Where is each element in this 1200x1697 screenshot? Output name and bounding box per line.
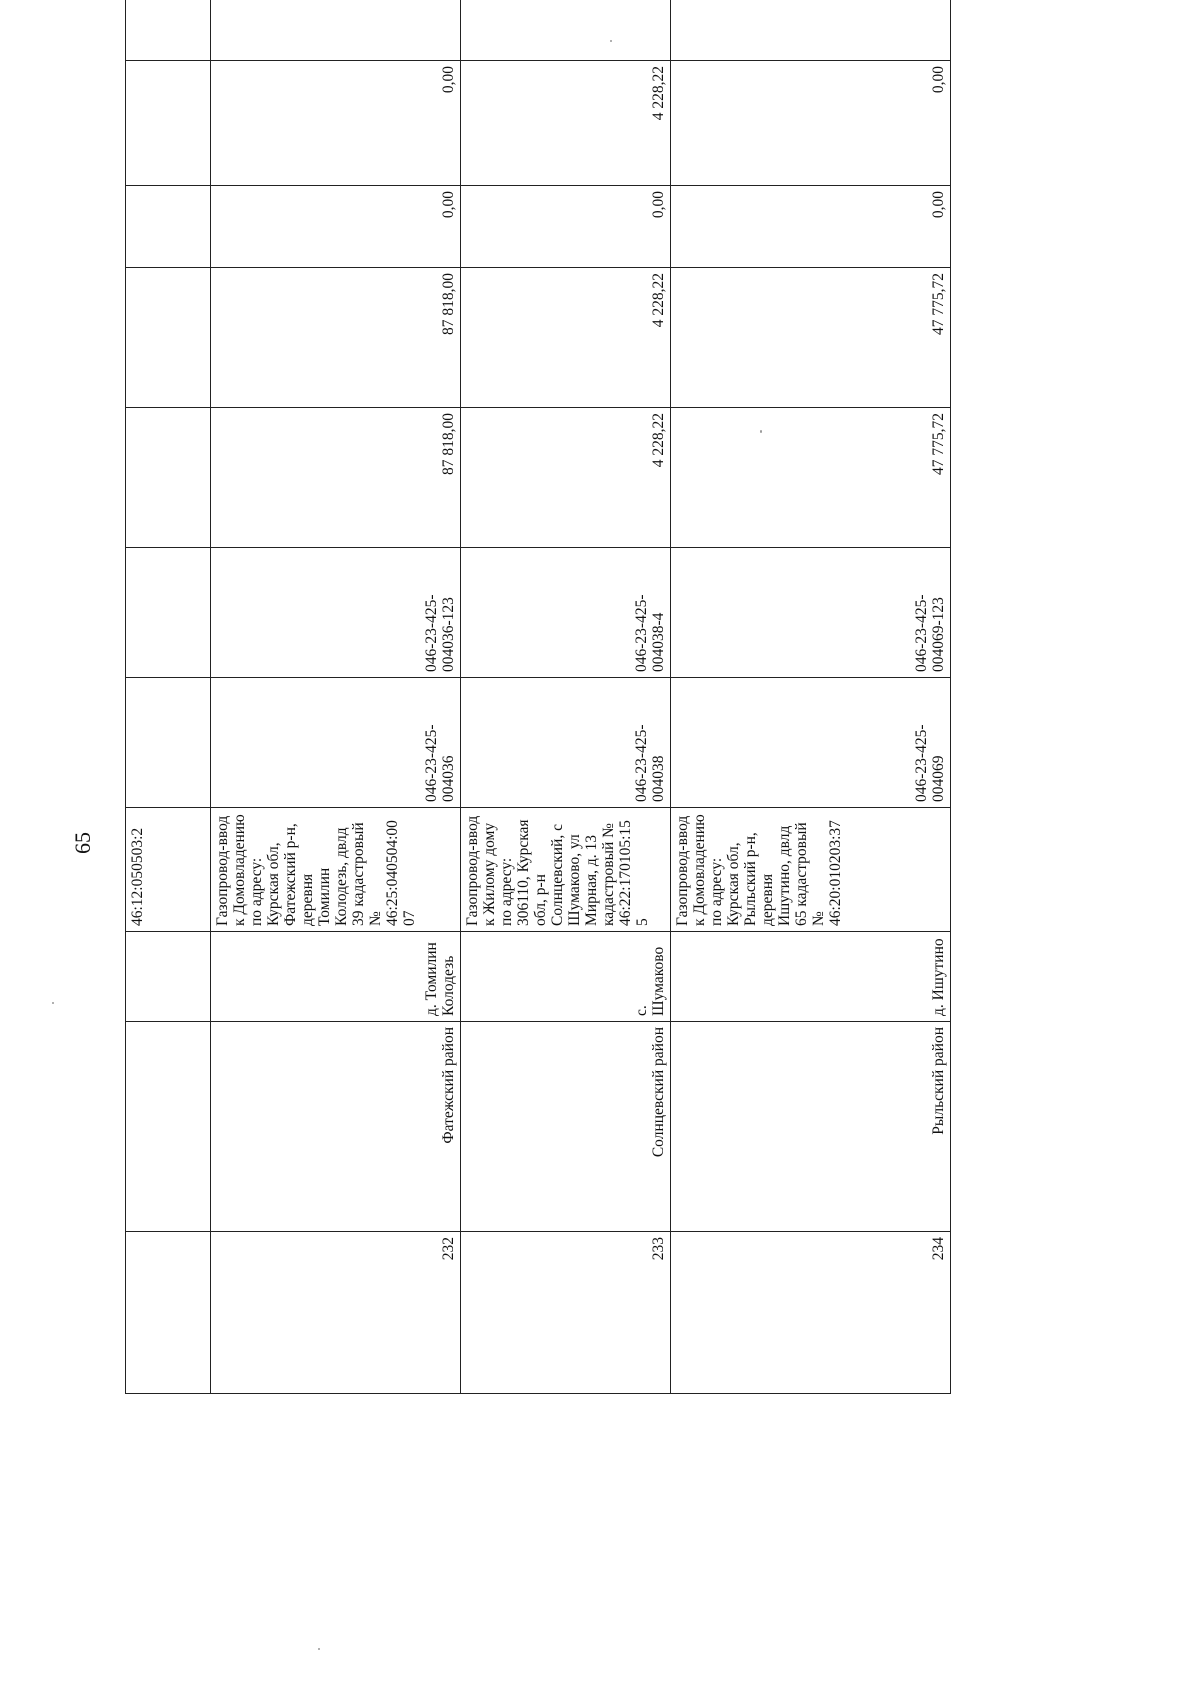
cell-amount: 4 228,22 bbox=[461, 61, 671, 186]
cell-code: 046-23-425-004038 bbox=[461, 678, 671, 808]
cell-amount: 87 818,00 bbox=[211, 268, 461, 408]
cell-empty bbox=[126, 408, 211, 548]
scan-speck bbox=[318, 1648, 320, 1650]
cell-amount: 0,00 bbox=[671, 186, 951, 268]
cell-amount: 0,00 bbox=[671, 61, 951, 186]
cell-row-number: 234 bbox=[671, 1232, 951, 1394]
cell-empty bbox=[126, 268, 211, 408]
cell-code-sub: 046-23-425-004038-4 bbox=[461, 548, 671, 678]
cell-amount bbox=[211, 0, 461, 61]
table-row bbox=[671, 0, 951, 1394]
cell-object: Газопровод-ввод к Жилому дому по адресу: 306110, Курская обл, р-н Солнцевский, с Шумаково, ул Мирная, д. 13 кадастровый № 46:22:170105:15 5 bbox=[461, 808, 671, 932]
cell-district: Солнцевский район bbox=[461, 1022, 671, 1232]
cell-empty bbox=[126, 678, 211, 808]
cell-amount-total: 87 818,00 bbox=[211, 408, 461, 548]
cell-amount: 0,00 bbox=[461, 186, 671, 268]
cell-amount-total: 47 775,72 bbox=[671, 408, 951, 548]
cell-code: 046-23-425-004069 bbox=[671, 678, 951, 808]
cell-row-number: 233 bbox=[461, 1232, 671, 1394]
cell-amount: 0,00 bbox=[211, 61, 461, 186]
table-row bbox=[211, 0, 461, 1394]
cell-empty bbox=[126, 186, 211, 268]
cell-amount: 0,00 bbox=[211, 186, 461, 268]
cell-code: 046-23-425-004036 bbox=[211, 678, 461, 808]
cell-amount: 4 228,22 bbox=[461, 268, 671, 408]
cell-empty bbox=[126, 61, 211, 186]
cell-district: Фатежский район bbox=[211, 1022, 461, 1232]
table-container bbox=[125, 66, 950, 1394]
cell-locality: д. Томилин Колодезь bbox=[211, 932, 461, 1022]
cell-amount-total: 4 228,22 bbox=[461, 408, 671, 548]
cell-cadastral: 46:12:050503:2 bbox=[126, 808, 211, 932]
data-table bbox=[125, 0, 951, 1394]
cell-empty bbox=[126, 1022, 211, 1232]
cell-object: Газопровод-ввод к Домовладению по адресу: Курская обл, Фатежский р-н, деревня Томилин Колодезь, двлд 39 кадастровый № 46:25:040504:00 07 bbox=[211, 808, 461, 932]
cell-amount bbox=[671, 0, 951, 61]
cell-empty bbox=[126, 1232, 211, 1394]
cell-code-sub: 046-23-425-004036-123 bbox=[211, 548, 461, 678]
cell-locality: д. Ишутино bbox=[671, 932, 951, 1022]
cell-empty bbox=[126, 548, 211, 678]
cell-amount: 47 775,72 bbox=[671, 268, 951, 408]
cell-amount bbox=[461, 0, 671, 61]
table-row bbox=[461, 0, 671, 1394]
cell-object: Газопровод-ввод к Домовладению по адресу: Курская обл, Рыльский р-н, деревня Ишутино, двлд 65 кадастровый № 46:20:010203:37 bbox=[671, 808, 951, 932]
table-row-continuation bbox=[126, 0, 211, 1394]
cell-empty bbox=[126, 932, 211, 1022]
cell-row-number: 232 bbox=[211, 1232, 461, 1394]
cell-locality: с. Шумаково bbox=[461, 932, 671, 1022]
scan-speck bbox=[52, 1002, 54, 1004]
cell-code-sub: 046-23-425-004069-123 bbox=[671, 548, 951, 678]
page-number: 65 bbox=[70, 832, 95, 854]
cell-empty bbox=[126, 0, 211, 61]
cell-district: Рыльский район bbox=[671, 1022, 951, 1232]
